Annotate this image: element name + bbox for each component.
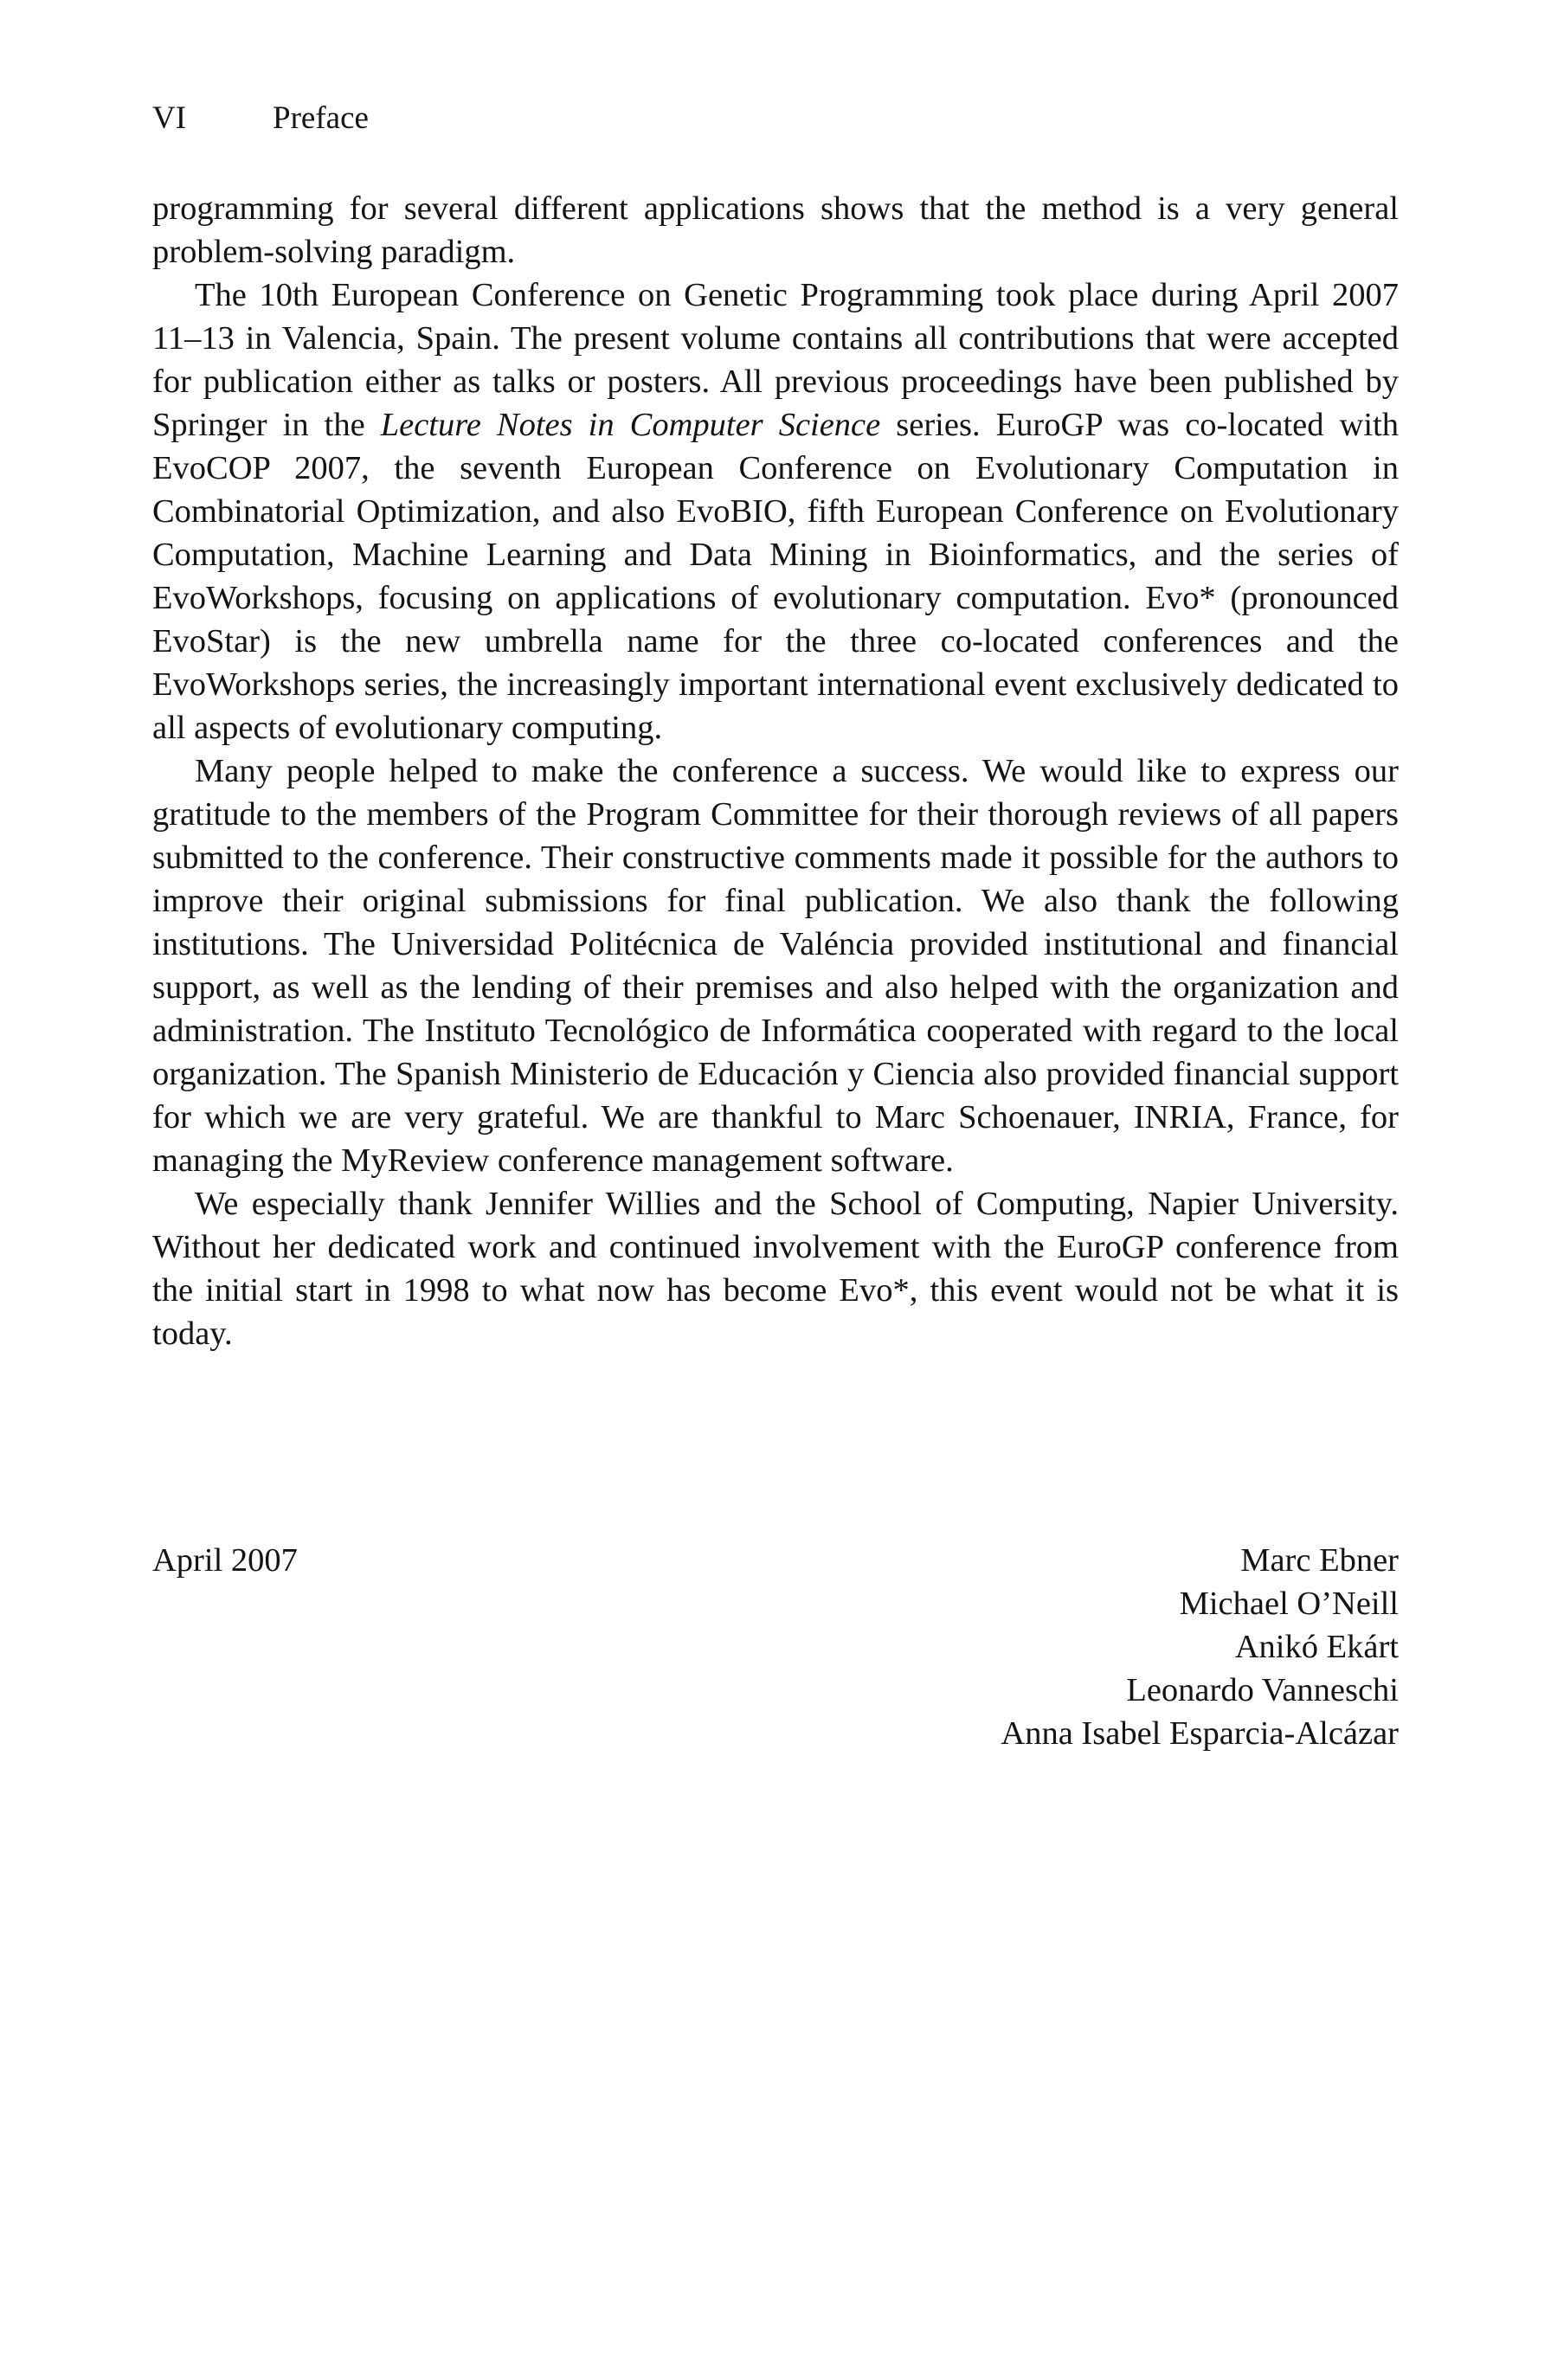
paragraph-3: Many people helped to make the conference a success. We would like to express our gratitude to the members of the Program Committee for their thorough reviews of all papers submitted to the conference. Their constructive comments made it possible for the authors to improve their original submissions for final publication. We also thank the following institutions. The Universidad Politécnica de Valéncia provided institutional and financial support, as well as the lending of their premises and also helped with the organization and administration. The Instituto Tecnológico de Informática cooperated with regard to the local organization. The Spanish Ministerio de Educación y Ciencia also provided financial support for which we are very grateful. We are thankful to Marc Schoenauer, INRIA, France, for managing the MyReview conference management software. [152, 753, 1399, 1179]
paragraph-2-part-1: The 10th European Conference on Genetic Programming took place during April 2007 11–13 in Valencia, Spain. The present volume contains all contributions that were accepted for publication either as talks or posters. All previous proceedings have been published by Springer in the [152, 277, 1399, 443]
series-title: Lecture Notes in Computer Science [380, 407, 881, 443]
closing-date: April 2007 [152, 1542, 298, 1579]
running-title: Preface [273, 100, 369, 136]
editor-name: Leonardo Vanneschi [1126, 1672, 1399, 1708]
editor-name: Anikó Ekárt [1234, 1629, 1399, 1665]
preface-body [152, 187, 1399, 1355]
page-number: VI [152, 100, 187, 136]
editor-name: Anna Isabel Esparcia-Alcázar [1001, 1715, 1399, 1752]
paragraph-2-part-2: series. EuroGP was co-located with EvoCOP 2007, the seventh European Conference on Evolutionary Computation in Combinatorial Optimization, and also EvoBIO, fifth European Conference on Evolutionary Computation, Machine Learning and Data Mining in Bioinformatics, and the series of EvoWorkshops, focusing on applications of evolutionary computation. Evo* (pronounced EvoStar) is the new umbrella name for the three co-located conferences and the EvoWorkshops series, the increasingly important international event exclusively dedicated to all aspects of evolutionary computing. [152, 407, 1400, 746]
running-header [152, 97, 1399, 140]
paragraph-4: We especially thank Jennifer Willies and the School of Computing, Napier University. Without her dedicated work and continued involvement with the EuroGP conference from the initial start in 1998 to what now has become Evo*, this event would not be what it is today. [152, 1186, 1399, 1352]
paragraph-2 [152, 273, 1399, 749]
editor-list [1001, 1539, 1399, 1755]
editor-name: Marc Ebner [1240, 1542, 1399, 1579]
paragraph-1: programming for several different applications shows that the method is a very general problem-solving paradigm. [152, 190, 1399, 270]
editor-name: Michael O’Neill [1179, 1586, 1399, 1622]
